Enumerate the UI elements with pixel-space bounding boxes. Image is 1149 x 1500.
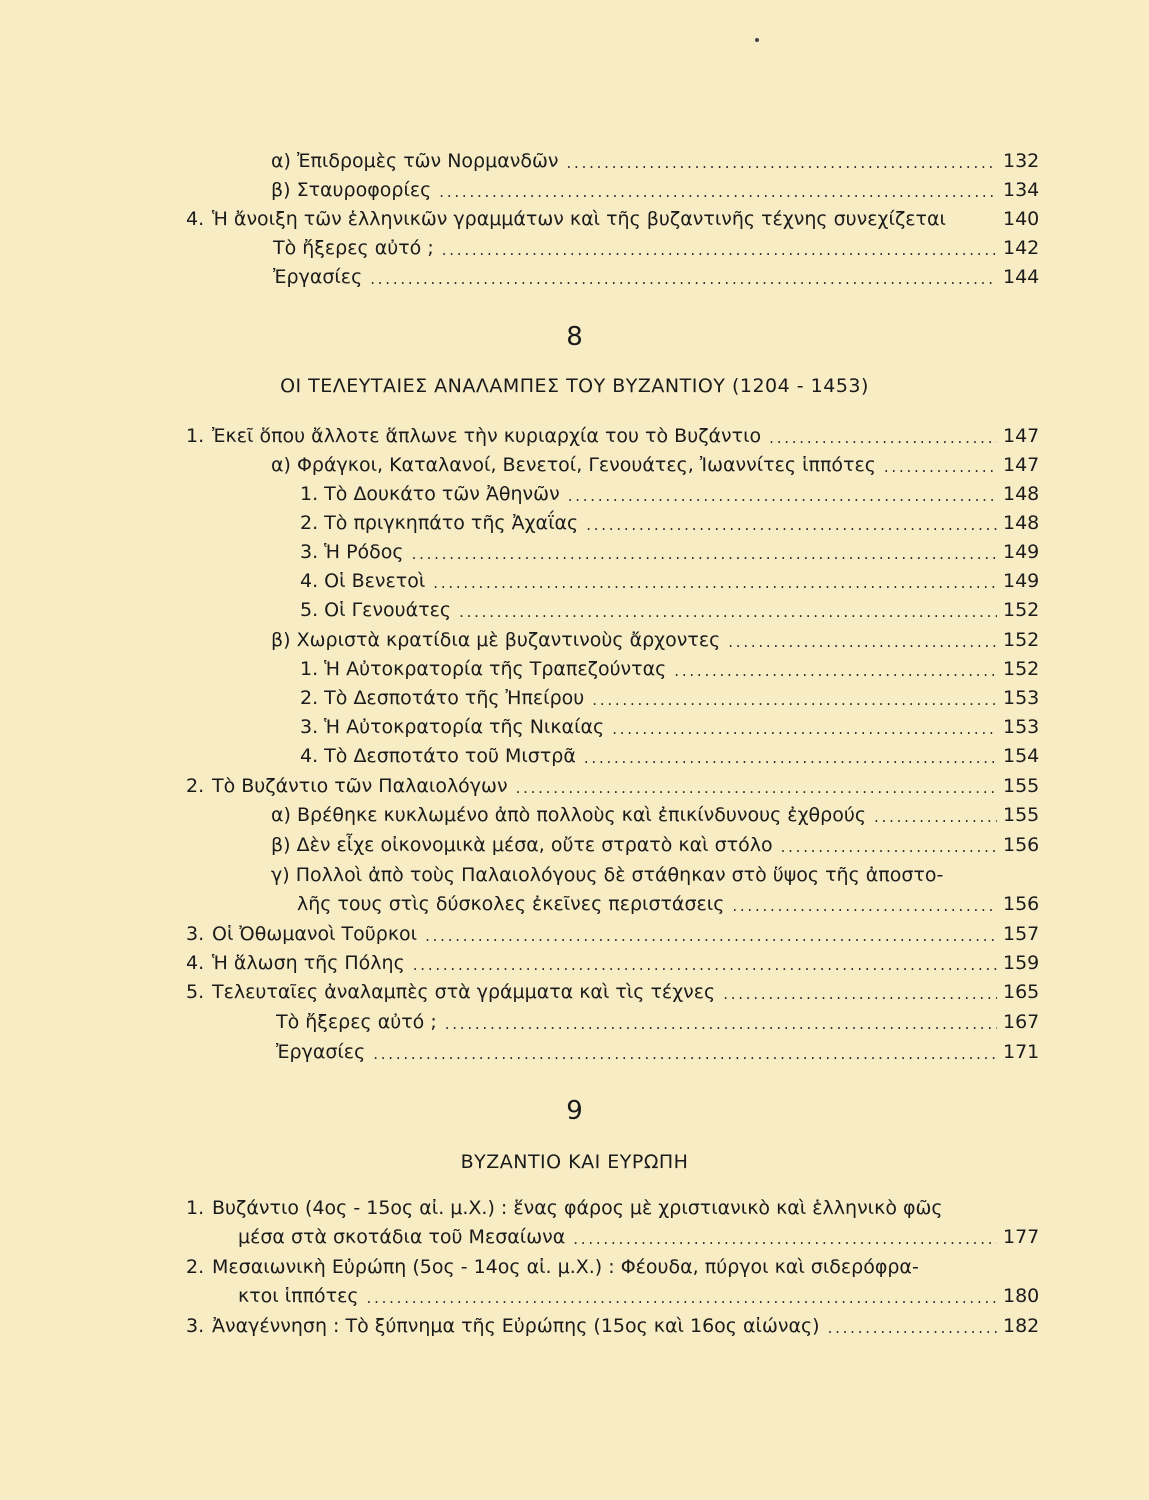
entry-text: Ἀναγέννηση : Τὸ ξύπνημα τῆς Εὐρώπης (15ος καὶ 16ος αἰώνας) <box>212 1315 820 1337</box>
entry-text: β) Σταυροφορίες <box>271 179 432 201</box>
entry-text: Τὸ Βυζάντιο τῶν Παλαιολόγων <box>212 775 508 797</box>
toc-entry <box>274 592 1039 622</box>
entry-page: 134 <box>1003 179 1040 201</box>
entry-page: 148 <box>1003 483 1040 505</box>
entry-page: 144 <box>1003 266 1040 288</box>
entry-text: Ἐργασίες <box>276 1041 366 1063</box>
entry-number: 4. <box>186 208 205 230</box>
entry-page: 157 <box>1003 923 1040 945</box>
entry-text: Τὸ ἤξερες αὐτό ; <box>273 237 434 259</box>
entry-text: Τὸ ἤξερες αὐτό ; <box>276 1011 437 1033</box>
entry-page: 155 <box>1003 804 1040 826</box>
entry-page: 148 <box>1003 512 1040 534</box>
toc-entry <box>245 447 1039 477</box>
entry-number: 5. <box>186 981 205 1003</box>
toc-entry <box>245 857 1039 887</box>
entry-text: Ἡ ἄνοιξη τῶν ἑλληνικῶν γραμμάτων καὶ τῆς βυζαντινῆς τέχνης συνεχίζεται <box>212 208 946 230</box>
entry-number: 2. <box>186 1256 205 1278</box>
entry-text: κτοι ἱππότες <box>238 1285 359 1307</box>
entry-page: 182 <box>1003 1315 1040 1337</box>
entry-page: 147 <box>1003 425 1040 447</box>
entry-text: Ἡ ἅλωση τῆς Πόλης <box>212 952 405 974</box>
toc-entry <box>186 768 1039 798</box>
entry-text: Ἐκεῖ ὅπου ἄλλοτε ἅπλωνε τὴν κυριαρχία του τὸ Βυζάντιο <box>212 425 762 447</box>
entry-text: 5. Οἱ Γενουάτες <box>300 599 452 621</box>
toc-entry <box>247 259 1039 289</box>
toc-entry <box>186 1308 1039 1338</box>
toc-entry <box>245 622 1039 652</box>
toc-entry <box>186 418 1039 448</box>
speck <box>755 38 759 42</box>
entry-text: 1. Ἡ Αὐτοκρατορία τῆς Τραπεζούντας <box>300 658 667 680</box>
entry-text: λῆς τους στὶς δύσκολες ἐκεῖνες περιστάσεις <box>297 893 725 915</box>
entry-page: 167 <box>1003 1011 1040 1033</box>
entry-text: Τελευταῖες ἀναλαμπὲς στὰ γράμματα καὶ τὶς τέχνες <box>212 981 716 1003</box>
entry-page: 155 <box>1003 775 1040 797</box>
toc-entry <box>245 143 1039 173</box>
entry-page: 156 <box>1003 834 1040 856</box>
toc-entry <box>274 534 1039 564</box>
entry-page: 152 <box>1003 599 1040 621</box>
entry-text: Μεσαιωνικὴ Εὐρώπη (5ος - 14ος αἰ. μ.Χ.) : Φέουδα, πύργοι καὶ σιδερόφρα- <box>212 1256 919 1278</box>
entry-page: 159 <box>1003 952 1040 974</box>
toc-entry <box>212 1219 1039 1249</box>
toc-entry <box>274 476 1039 506</box>
chapter-number: 9 <box>566 1096 583 1126</box>
entry-number: 3. <box>186 923 205 945</box>
entry-number: 3. <box>186 1315 205 1337</box>
toc-entry <box>250 1004 1039 1034</box>
toc-entry <box>245 797 1039 827</box>
entry-text: μέσα στὰ σκοτάδια τοῦ Μεσαίωνα <box>238 1226 566 1248</box>
entry-page: 171 <box>1003 1041 1040 1063</box>
toc-entry <box>186 1190 1039 1220</box>
toc-entry <box>250 1034 1039 1064</box>
entry-number: 2. <box>186 775 205 797</box>
entry-text: α) Ἐπιδρομὲς τῶν Νορμανδῶν <box>271 150 559 172</box>
entry-text: Ἐργασίες <box>273 266 363 288</box>
entry-page: 132 <box>1003 150 1040 172</box>
entry-text: 1. Τὸ Δουκάτο τῶν Ἀθηνῶν <box>300 483 560 505</box>
toc-entry <box>186 1249 1039 1279</box>
entry-text: α) Βρέθηκε κυκλωμένο ἀπὸ πολλοὺς καὶ ἐπικίνδυνους ἐχθρούς <box>271 804 866 826</box>
toc-entry <box>186 916 1039 946</box>
entry-text: Οἱ Ὀθωμανοὶ Τοῦρκοι <box>212 923 418 945</box>
chapter-title: ΒΥΖΑΝΤΙΟ ΚΑΙ ΕΥΡΩΠΗ <box>460 1151 689 1173</box>
toc-entry <box>274 563 1039 593</box>
toc-entry <box>274 505 1039 535</box>
entry-page: 153 <box>1003 687 1040 709</box>
entry-page: 149 <box>1003 541 1040 563</box>
chapter-number: 8 <box>566 322 583 352</box>
entry-page: 180 <box>1003 1285 1040 1307</box>
entry-page: 142 <box>1003 237 1040 259</box>
toc-entry <box>186 945 1039 975</box>
entry-number: 1. <box>186 425 205 447</box>
entry-text: 4. Τὸ Δεσποτάτο τοῦ Μιστρᾶ <box>300 745 576 767</box>
toc-entry <box>186 974 1039 1004</box>
toc-entry <box>245 827 1039 857</box>
entry-text: Βυζάντιο (4ος - 15ος αἰ. μ.Χ.) : ἕνας φάρος μὲ χριστιανικὸ καὶ ἑλληνικὸ φῶς <box>212 1197 943 1219</box>
entry-page: 149 <box>1003 570 1040 592</box>
toc-entry <box>245 172 1039 202</box>
toc-entry <box>186 201 1039 231</box>
entry-text: β) Δὲν εἶχε οἰκονομικὰ μέσα, οὔτε στρατὸ καὶ στόλο <box>271 834 773 856</box>
entry-text: α) Φράγκοι, Καταλανοί, Βενετοί, Γενουάτες, Ἰωαννίτες ἱππότες <box>271 454 876 476</box>
entry-page: 147 <box>1003 454 1040 476</box>
toc-entry <box>274 709 1039 739</box>
toc-entry <box>271 886 1039 916</box>
entry-page: 156 <box>1003 893 1040 915</box>
entry-page: 152 <box>1003 629 1040 651</box>
entry-text: γ) Πολλοὶ ἀπὸ τοὺς Παλαιολόγους δὲ στάθηκαν στὸ ὕψος τῆς ἀποστο- <box>271 864 944 886</box>
entry-text: 3. Ἡ Αὐτοκρατορία τῆς Νικαίας <box>300 716 605 738</box>
entry-number: 4. <box>186 952 205 974</box>
entry-text: β) Χωριστὰ κρατίδια μὲ βυζαντινοὺς ἄρχοντες <box>271 629 721 651</box>
chapter-title: ΟΙ ΤΕΛΕΥΤΑΙΕΣ ΑΝΑΛΑΜΠΕΣ ΤΟΥ ΒΥΖΑΝΤΙΟΥ (1204 - 1453) <box>280 375 869 397</box>
entry-text: 2. Τὸ Δεσποτάτο τῆς Ἠπείρου <box>300 687 585 709</box>
entry-text: 3. Ἡ Ρόδος <box>300 541 404 563</box>
entry-page: 140 <box>1003 208 1040 230</box>
toc-entry <box>274 651 1039 681</box>
entry-page: 153 <box>1003 716 1040 738</box>
toc-entry <box>274 680 1039 710</box>
entry-number: 1. <box>186 1197 205 1219</box>
entry-text: 2. Τὸ πριγκηπάτο τῆς Ἀχαΐας <box>300 512 579 534</box>
toc-entry <box>212 1278 1039 1308</box>
entry-page: 152 <box>1003 658 1040 680</box>
entry-page: 154 <box>1003 745 1040 767</box>
toc-entry <box>274 738 1039 768</box>
toc-entry <box>247 230 1039 260</box>
entry-page: 177 <box>1003 1226 1040 1248</box>
entry-page: 165 <box>1003 981 1040 1003</box>
entry-text: 4. Οἱ Βενετοὶ <box>300 570 426 592</box>
